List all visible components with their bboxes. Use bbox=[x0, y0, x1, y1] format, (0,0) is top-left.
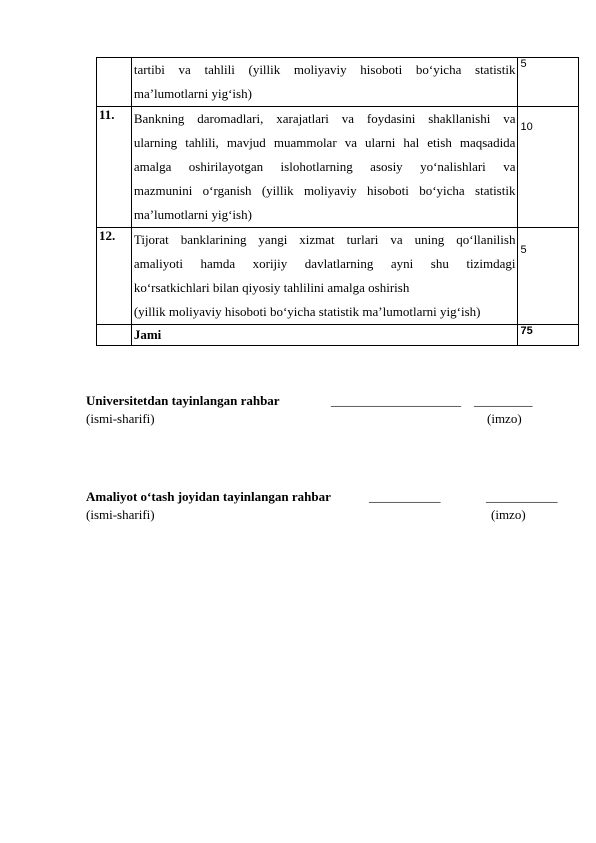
task-line: (yillik moliyaviy hisoboti bo‘yicha statistik ma’lumotlarni yig‘ish) bbox=[133, 304, 481, 319]
supervisor-role: Universitetdan tayinlangan rahbar bbox=[86, 393, 280, 408]
row-number: 12. bbox=[97, 228, 132, 325]
signature-line: _________ bbox=[474, 393, 533, 408]
task-line: amaliyoti hamda xorijiy davlatlarning ayni shu tizimdagi bbox=[133, 256, 516, 271]
task-description bbox=[131, 228, 518, 325]
table-row bbox=[97, 58, 579, 107]
task-line: ma’lumotlarni yig‘ish) bbox=[133, 86, 252, 101]
table-row bbox=[97, 107, 579, 228]
table-row-total bbox=[97, 325, 579, 346]
university-supervisor-signature bbox=[86, 393, 566, 429]
name-line: ___________ bbox=[369, 489, 441, 504]
task-line: Tijorat banklarining yangi xizmat turlari va uning qo‘llanilish bbox=[133, 232, 516, 247]
task-line: mazmunini o‘rganish (yillik moliyaviy hisoboti bo‘yicha statistik bbox=[133, 183, 516, 198]
table-row bbox=[97, 228, 579, 325]
workplace-supervisor-signature bbox=[86, 489, 566, 525]
task-line: ko‘rsatkichlari bilan qiyosiy tahlilini amalga oshirish bbox=[133, 280, 410, 295]
task-description bbox=[131, 107, 518, 228]
row-number bbox=[97, 58, 132, 107]
supervisor-role: Amaliyot o‘tash joyidan tayinlangan rahbar bbox=[86, 489, 331, 504]
points-cell: 5 bbox=[518, 58, 579, 107]
name-caption: (ismi-sharifi) bbox=[86, 411, 155, 426]
task-line: ma’lumotlarni yig‘ish) bbox=[133, 207, 252, 222]
row-number-empty bbox=[97, 325, 132, 346]
total-label: Jami bbox=[131, 325, 518, 346]
task-line: Bankning daromadlari, xarajatlari va foydasini shakllanishi va bbox=[133, 111, 516, 126]
row-number: 11. bbox=[97, 107, 132, 228]
task-description bbox=[131, 58, 518, 107]
name-line: ____________________ bbox=[331, 393, 461, 408]
task-line: amalga oshirilayotgan islohotlarning asosiy yo‘nalishlari va bbox=[133, 159, 516, 174]
signature-caption: (imzo) bbox=[491, 507, 526, 522]
practice-plan-table bbox=[96, 57, 579, 346]
task-line: tartibi va tahlili (yillik moliyaviy hisoboti bo‘yicha statistik bbox=[133, 62, 516, 77]
points-cell: 10 bbox=[518, 107, 579, 228]
task-line: ularning tahlili, mavjud muammolar va ularni hal etish maqsadida bbox=[133, 135, 516, 150]
total-points: 75 bbox=[518, 325, 579, 346]
signature-caption: (imzo) bbox=[487, 411, 522, 426]
points-cell: 5 bbox=[518, 228, 579, 325]
signature-line: ___________ bbox=[486, 489, 558, 504]
name-caption: (ismi-sharifi) bbox=[86, 507, 155, 522]
